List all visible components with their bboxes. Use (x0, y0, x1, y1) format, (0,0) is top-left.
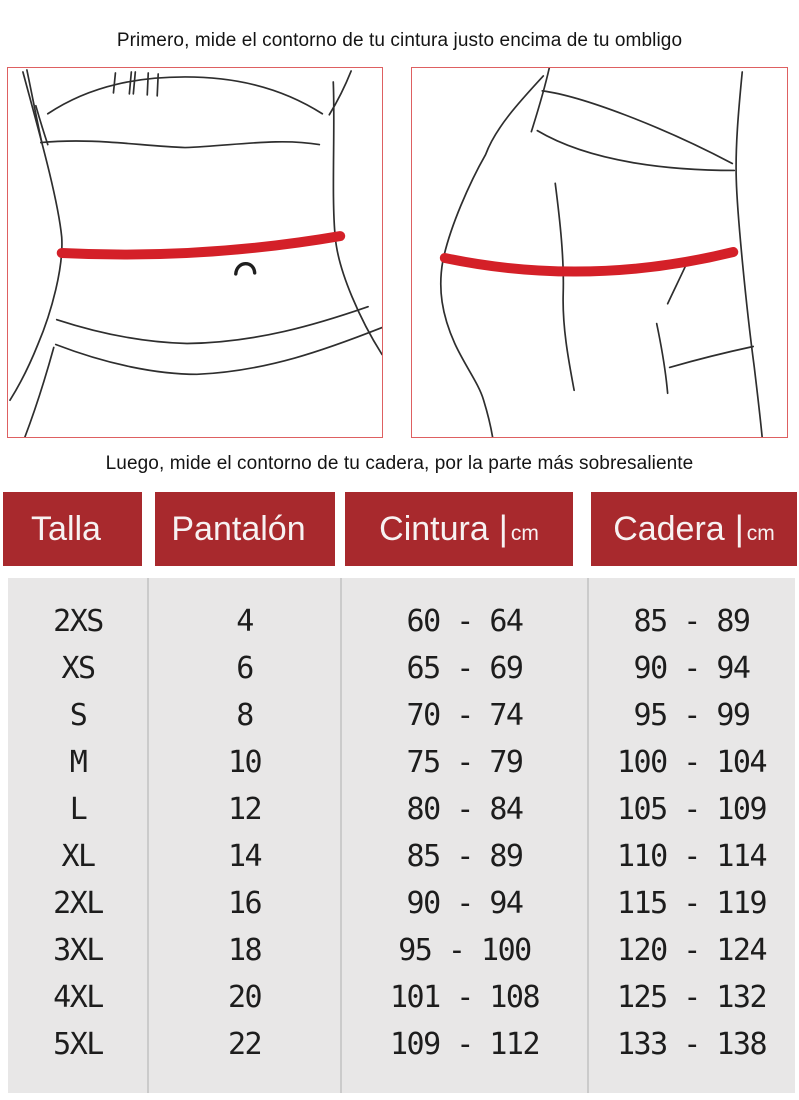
cell-cadera: 133 - 138 (616, 1027, 767, 1062)
header-box (591, 492, 797, 566)
column-header-label: Talla (31, 510, 101, 548)
cell-cadera: 85 - 89 (633, 604, 750, 639)
cell-pantalon: 10 (227, 745, 262, 780)
cell-talla: L (69, 792, 87, 827)
cell-talla: 2XS (53, 604, 103, 639)
cell-cintura: 109 - 112 (389, 1027, 540, 1062)
waist-instruction-text: Primero, mide el contorno de tu cintura justo encima de tu ombligo (116, 30, 683, 51)
column-header-unit: cm (746, 521, 775, 545)
cell-cintura: 90 - 94 (406, 886, 523, 921)
cell-pantalon: 4 (236, 604, 253, 639)
waist-figure-box (7, 67, 383, 438)
column-header-unit: cm (510, 521, 539, 545)
cell-cintura: 60 - 64 (406, 604, 523, 639)
cell-pantalon: 22 (227, 1027, 262, 1062)
header-box (155, 492, 335, 566)
cell-pantalon: 12 (227, 792, 262, 827)
column-header-talla (0, 492, 148, 566)
table-rows (8, 598, 795, 1068)
cell-talla: M (69, 745, 87, 780)
cell-talla: S (69, 698, 87, 733)
table-row (8, 833, 795, 880)
column-header-cintura (341, 492, 588, 566)
column-header-cadera (588, 492, 799, 566)
table-row (8, 692, 795, 739)
cell-cintura: 85 - 89 (406, 839, 523, 874)
hip-measure-line (445, 252, 733, 272)
table-header-row (0, 492, 799, 566)
cell-talla: 3XL (53, 933, 103, 968)
column-header-label: Cintura (379, 510, 489, 548)
cell-cintura: 101 - 108 (389, 980, 540, 1015)
cell-cadera: 100 - 104 (616, 745, 767, 780)
cell-cintura: 75 - 79 (406, 745, 523, 780)
cell-cadera: 115 - 119 (616, 886, 767, 921)
cell-cintura: 95 - 100 (398, 933, 531, 968)
waist-illustration (8, 68, 382, 437)
cell-talla: 5XL (53, 1027, 103, 1062)
cell-pantalon: 16 (227, 886, 262, 921)
cell-cadera: 90 - 94 (633, 651, 750, 686)
cell-cadera: 110 - 114 (616, 839, 767, 874)
header-box (345, 492, 573, 566)
cell-cadera: 125 - 132 (616, 980, 767, 1015)
cell-pantalon: 14 (227, 839, 262, 874)
table-row (8, 598, 795, 645)
table-row (8, 739, 795, 786)
cell-pantalon: 8 (236, 698, 253, 733)
column-header-label: Cadera (613, 510, 725, 548)
cell-cintura: 70 - 74 (406, 698, 523, 733)
cell-pantalon: 18 (227, 933, 262, 968)
cell-talla: 4XL (53, 980, 103, 1015)
cell-pantalon: 20 (227, 980, 262, 1015)
table-row (8, 1021, 795, 1068)
table-row (8, 974, 795, 1021)
cell-cadera: 105 - 109 (616, 792, 767, 827)
cell-pantalon: 6 (236, 651, 253, 686)
table-row (8, 645, 795, 692)
table-row (8, 786, 795, 833)
column-header-separator: | (498, 509, 508, 548)
navel-mark (236, 264, 255, 274)
column-header-separator: | (734, 509, 744, 548)
cell-cintura: 65 - 69 (406, 651, 523, 686)
hip-illustration (412, 68, 787, 437)
table-row (8, 927, 795, 974)
cell-cintura: 80 - 84 (406, 792, 523, 827)
cell-cadera: 95 - 99 (633, 698, 750, 733)
size-table-body (8, 578, 795, 1093)
table-row (8, 880, 795, 927)
column-header-pantalon (148, 492, 341, 566)
hip-instruction-text: Luego, mide el contorno de tu cadera, por la parte más sobresaliente (105, 453, 694, 474)
cell-talla: 2XL (53, 886, 103, 921)
cell-talla: XS (61, 651, 95, 686)
cell-talla: XL (61, 839, 95, 874)
column-header-label: Pantalón (171, 510, 306, 548)
waist-measure-line (62, 236, 341, 254)
header-box (3, 492, 142, 566)
cell-cadera: 120 - 124 (616, 933, 767, 968)
hip-figure-box (411, 67, 788, 438)
